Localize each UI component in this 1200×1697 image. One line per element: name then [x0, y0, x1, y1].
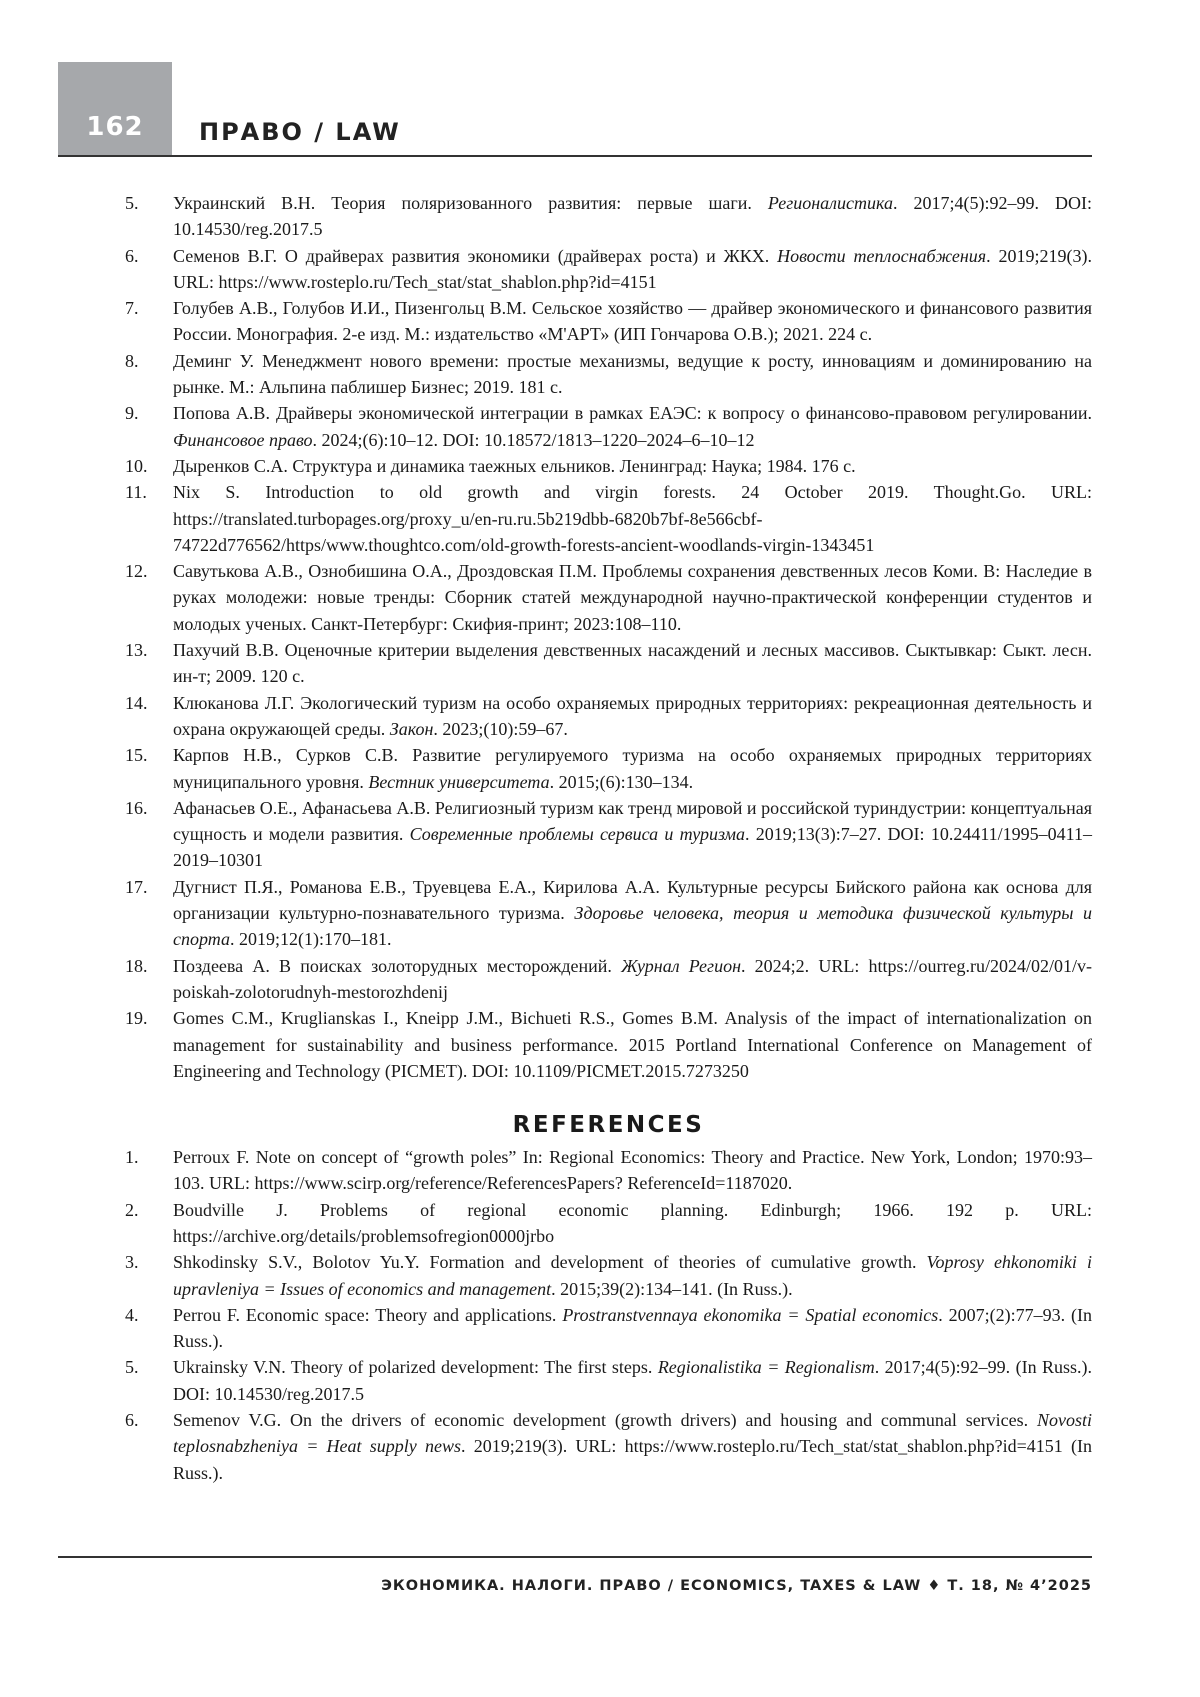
reference-details: . 2019;219(3). URL: https://www.rosteplo.ru/Tech_stat/stat_shablon.php?id=4151 [173, 245, 1092, 292]
reference-number: 18. [125, 955, 148, 976]
reference-body: Афанасьев О.Е., Афанасьева А.В. Религиозный туризм как тренд мировой и российской туриндустрии: концептуальная сущность и модели развития. [173, 797, 1092, 845]
reference-item [125, 795, 1092, 874]
reference-number: 12. [125, 561, 148, 582]
reference-number: 9. [125, 403, 139, 424]
reference-number: 14. [125, 692, 148, 713]
reference-number: 10. [125, 455, 148, 476]
reference-body: Клюканова Л.Г. Экологический туризм на особо охраняемых природных территориях: рекреационная деятельность и охрана окружающей среды. [173, 692, 1092, 739]
reference-number: 15. [125, 745, 148, 766]
reference-item [125, 690, 1092, 743]
reference-source-title: Вестник университета [368, 771, 550, 792]
references-heading: REFERENCES [512, 1112, 705, 1139]
reference-text [173, 637, 1092, 690]
reference-source-title: Novosti teplosnabzheniya = Heat supply news [173, 1410, 1092, 1457]
reference-body: Савутькова А.В., Ознобишина О.А., Дроздовская П.М. Проблемы сохранения девственных лесов Коми. В: Наследие в руках молодежи: новые тренды: Сборник статей международной научно-практической конференции студентов и молодых ученых. Санкт-Петербург: Скифия-принт; 2023:108–110. [173, 561, 1092, 634]
reference-number: 5. [125, 193, 139, 213]
reference-item [125, 953, 1092, 1006]
reference-item [125, 637, 1092, 690]
reference-text [173, 295, 1092, 348]
reference-text [173, 690, 1092, 743]
reference-text [173, 742, 1092, 795]
footer-divider [58, 1556, 1092, 1558]
reference-item [125, 1144, 1092, 1197]
reference-body: Карпов Н.В., Сурков С.В. Развитие регулируемого туризма на особо охраняемых природных территориях муниципального уровня. [173, 745, 1092, 792]
reference-number: 2. [125, 1199, 139, 1220]
reference-item [125, 1005, 1092, 1084]
reference-source-title: Закон [389, 718, 434, 739]
reference-item [125, 453, 1092, 479]
page-number: 162 [86, 112, 144, 142]
reference-number: 13. [125, 640, 148, 661]
reference-body: Голубев А.В., Голубов И.И., Пизенгольц В.М. Сельское хозяйство — драйвер экономического и финансового развития России. Монография. 2-е изд. М.: издательство «М'АРТ» (ИП Гончарова О.В.); 2021. 224 с. [173, 298, 1092, 345]
reference-item [125, 874, 1092, 953]
page-number-tab [58, 62, 172, 157]
reference-number: 4. [125, 1304, 139, 1325]
reference-text [173, 243, 1092, 296]
reference-text [173, 1302, 1092, 1355]
reference-source-title: Prostranstvennaya ekonomika = Spatial economics [562, 1304, 939, 1325]
reference-number: 7. [125, 298, 139, 319]
reference-item [125, 295, 1092, 348]
reference-body: Semenov V.G. On the drivers of economic development (growth drivers) and housing and communal services. [173, 1410, 1037, 1431]
reference-text [173, 1354, 1092, 1407]
reference-text [173, 1249, 1092, 1302]
reference-text [173, 874, 1092, 953]
reference-body: Поздеева А. В поисках золоторудных месторождений. [173, 955, 622, 976]
reference-body: Деминг У. Менеджмент нового времени: простые механизмы, ведущие к росту, инновациям и доминированию на рынке. М.: Альпина паблишер Бизнес; 2019. 181 с. [173, 350, 1092, 398]
reference-body: Дыренков С.А. Структура и динамика таежных ельников. Ленинград: Наука; 1984. 176 с. [173, 455, 856, 476]
reference-item [125, 1302, 1092, 1355]
reference-item [125, 1249, 1092, 1302]
reference-text [173, 1144, 1092, 1197]
reference-source-title: Здоровье человека, теория и методика физической культуры и спорта [173, 903, 1092, 950]
reference-number: 11. [125, 482, 147, 503]
reference-text [173, 953, 1092, 1006]
reference-body: Ukrainsky V.N. Theory of polarized development: The first steps. [173, 1357, 658, 1378]
reference-details: . 2017;4(5):92–99. DOI: 10.14530/reg.2017.5 [173, 193, 1092, 240]
reference-text [173, 1407, 1092, 1486]
reference-details: . 2023;(10):59–67. [433, 718, 568, 739]
reference-number: 5. [125, 1357, 139, 1378]
reference-details: . 2015;(6):130–134. [549, 771, 694, 792]
reference-details: . 2024;2. URL: https://ourreg.ru/2024/02/01/v-poiskah-zolotorudnyh-mestorozhdenij [173, 955, 1093, 1002]
reference-item [125, 479, 1092, 558]
reference-number: 17. [125, 876, 148, 897]
journal-footer: ЭКОНОМИКА. НАЛОГИ. ПРАВО / ECONOMICS, TAXES & LAW ♦ Т. 18, № 4’2025 [381, 1578, 1092, 1594]
reference-number: 19. [125, 1008, 148, 1029]
reference-details: . 2017;4(5):92–99. (In Russ.). DOI: 10.14530/reg.2017.5 [173, 1357, 1092, 1404]
reference-source-title: Регионалистика [767, 193, 893, 213]
reference-number: 6. [125, 245, 139, 266]
reference-body: Украинский В.Н. Теория поляризованного развития: первые шаги. [173, 193, 768, 213]
reference-body: Семенов В.Г. О драйверах развития экономики (драйверах роста) и ЖКХ. [173, 245, 778, 266]
reference-item [125, 742, 1092, 795]
reference-item [125, 400, 1092, 453]
reference-body: Дугнист П.Я., Романова Е.В., Труевцева Е.А., Кирилова А.А. Культурные ресурсы Бийского района как основа для организации культурно-познавательного туризма. [173, 876, 1092, 924]
reference-number: 16. [125, 797, 148, 818]
reference-item [125, 348, 1092, 401]
reference-body: Nix S. Introduction to old growth and virgin forests. 24 October 2019. Thought.Go. URL: https://translated.turbopages.org/proxy_u/en-ru.ru.5b219dbb-6820b7bf-8e566cbf-74722d776562/https/www.thoughtco.com/old-growth-forests-ancient-woodlands-virgin-1343451 [173, 482, 1092, 555]
references-list-en [125, 1144, 1092, 1486]
reference-details: . 2007;(2):77–93. (In Russ.). [173, 1304, 1092, 1352]
header-divider [58, 155, 1092, 157]
reference-text [173, 190, 1092, 243]
reference-item [125, 558, 1092, 637]
reference-source-title: Финансовое право [173, 429, 313, 450]
reference-details: . 2019;219(3). URL: https://www.rosteplo.ru/Tech_stat/stat_shablon.php?id=4151 (In Russ.). [173, 1436, 1092, 1483]
reference-details: . 2019;13(3):7–27. DOI: 10.24411/1995–0411–2019–10301 [173, 824, 1092, 871]
references-block [125, 190, 1092, 1486]
reference-body: Gomes C.M., Kruglianskas I., Kneipp J.M., Bichueti R.S., Gomes B.M. Analysis of the impact of internationalization on management for sustainability and business performance. 2015 Portland International Conference on Management of Engineering and Technology (PICMET). DOI: 10.1109/PICMET.2015.7273250 [173, 1008, 1092, 1081]
reference-item [125, 1407, 1092, 1486]
reference-body: Попова А.В. Драйверы экономической интеграции в рамках ЕАЭС: к вопросу о финансово-правовом регулировании. [173, 403, 1092, 424]
reference-text [173, 795, 1092, 874]
reference-number: 3. [125, 1252, 139, 1273]
reference-text [173, 479, 1092, 558]
reference-source-title: Voprosy ehkonomiki i upravleniya = Issues of economics and management [173, 1252, 1092, 1299]
reference-source-title: Современные проблемы сервиса и туризма [409, 824, 746, 845]
reference-item [125, 243, 1092, 296]
reference-text [173, 1005, 1092, 1084]
reference-text [173, 558, 1092, 637]
reference-details: . 2024;(6):10–12. DOI: 10.18572/1813–1220–2024–6–10–12 [312, 429, 755, 450]
reference-body: Boudville J. Problems of regional economic planning. Edinburgh; 1966. 192 p. URL: https://archive.org/details/problemsofregion0000jrbo [173, 1199, 1092, 1246]
references-list-ru [125, 190, 1092, 1084]
reference-body: Пахучий В.В. Оценочные критерии выделения девственных насаждений и лесных массивов. Сыктывкар: Сыкт. лесн. ин-т; 2009. 120 с. [173, 640, 1092, 687]
reference-source-title: Журнал Регион [621, 955, 742, 976]
reference-details: . 2015;39(2):134–141. (In Russ.). [551, 1278, 793, 1299]
reference-number: 6. [125, 1410, 139, 1431]
reference-source-title: Regionalistika = Regionalism [657, 1357, 875, 1378]
reference-details: . 2019;12(1):170–181. [229, 929, 392, 950]
reference-source-title: Новости теплоснабжения [777, 245, 987, 266]
reference-item [125, 1354, 1092, 1407]
reference-text [173, 348, 1092, 401]
reference-text [173, 453, 1092, 479]
reference-item [125, 190, 1092, 243]
reference-body: Perrou F. Economic space: Theory and applications. [173, 1304, 563, 1325]
reference-body: Perroux F. Note on concept of “growth poles” In: Regional Economics: Theory and Practice. New York, London; 1970:93–103. URL: https://www.scirp.org/reference/ReferencesPapers? ReferenceId=1187020. [173, 1147, 1092, 1194]
reference-body: Shkodinsky S.V., Bolotov Yu.Y. Formation and development of theories of cumulative growth. [173, 1252, 927, 1273]
reference-number: 8. [125, 350, 139, 371]
reference-text [173, 400, 1092, 453]
reference-item [125, 1197, 1092, 1250]
reference-number: 1. [125, 1147, 139, 1168]
section-title: ПРАВО / LAW [199, 118, 401, 146]
reference-text [173, 1197, 1092, 1250]
